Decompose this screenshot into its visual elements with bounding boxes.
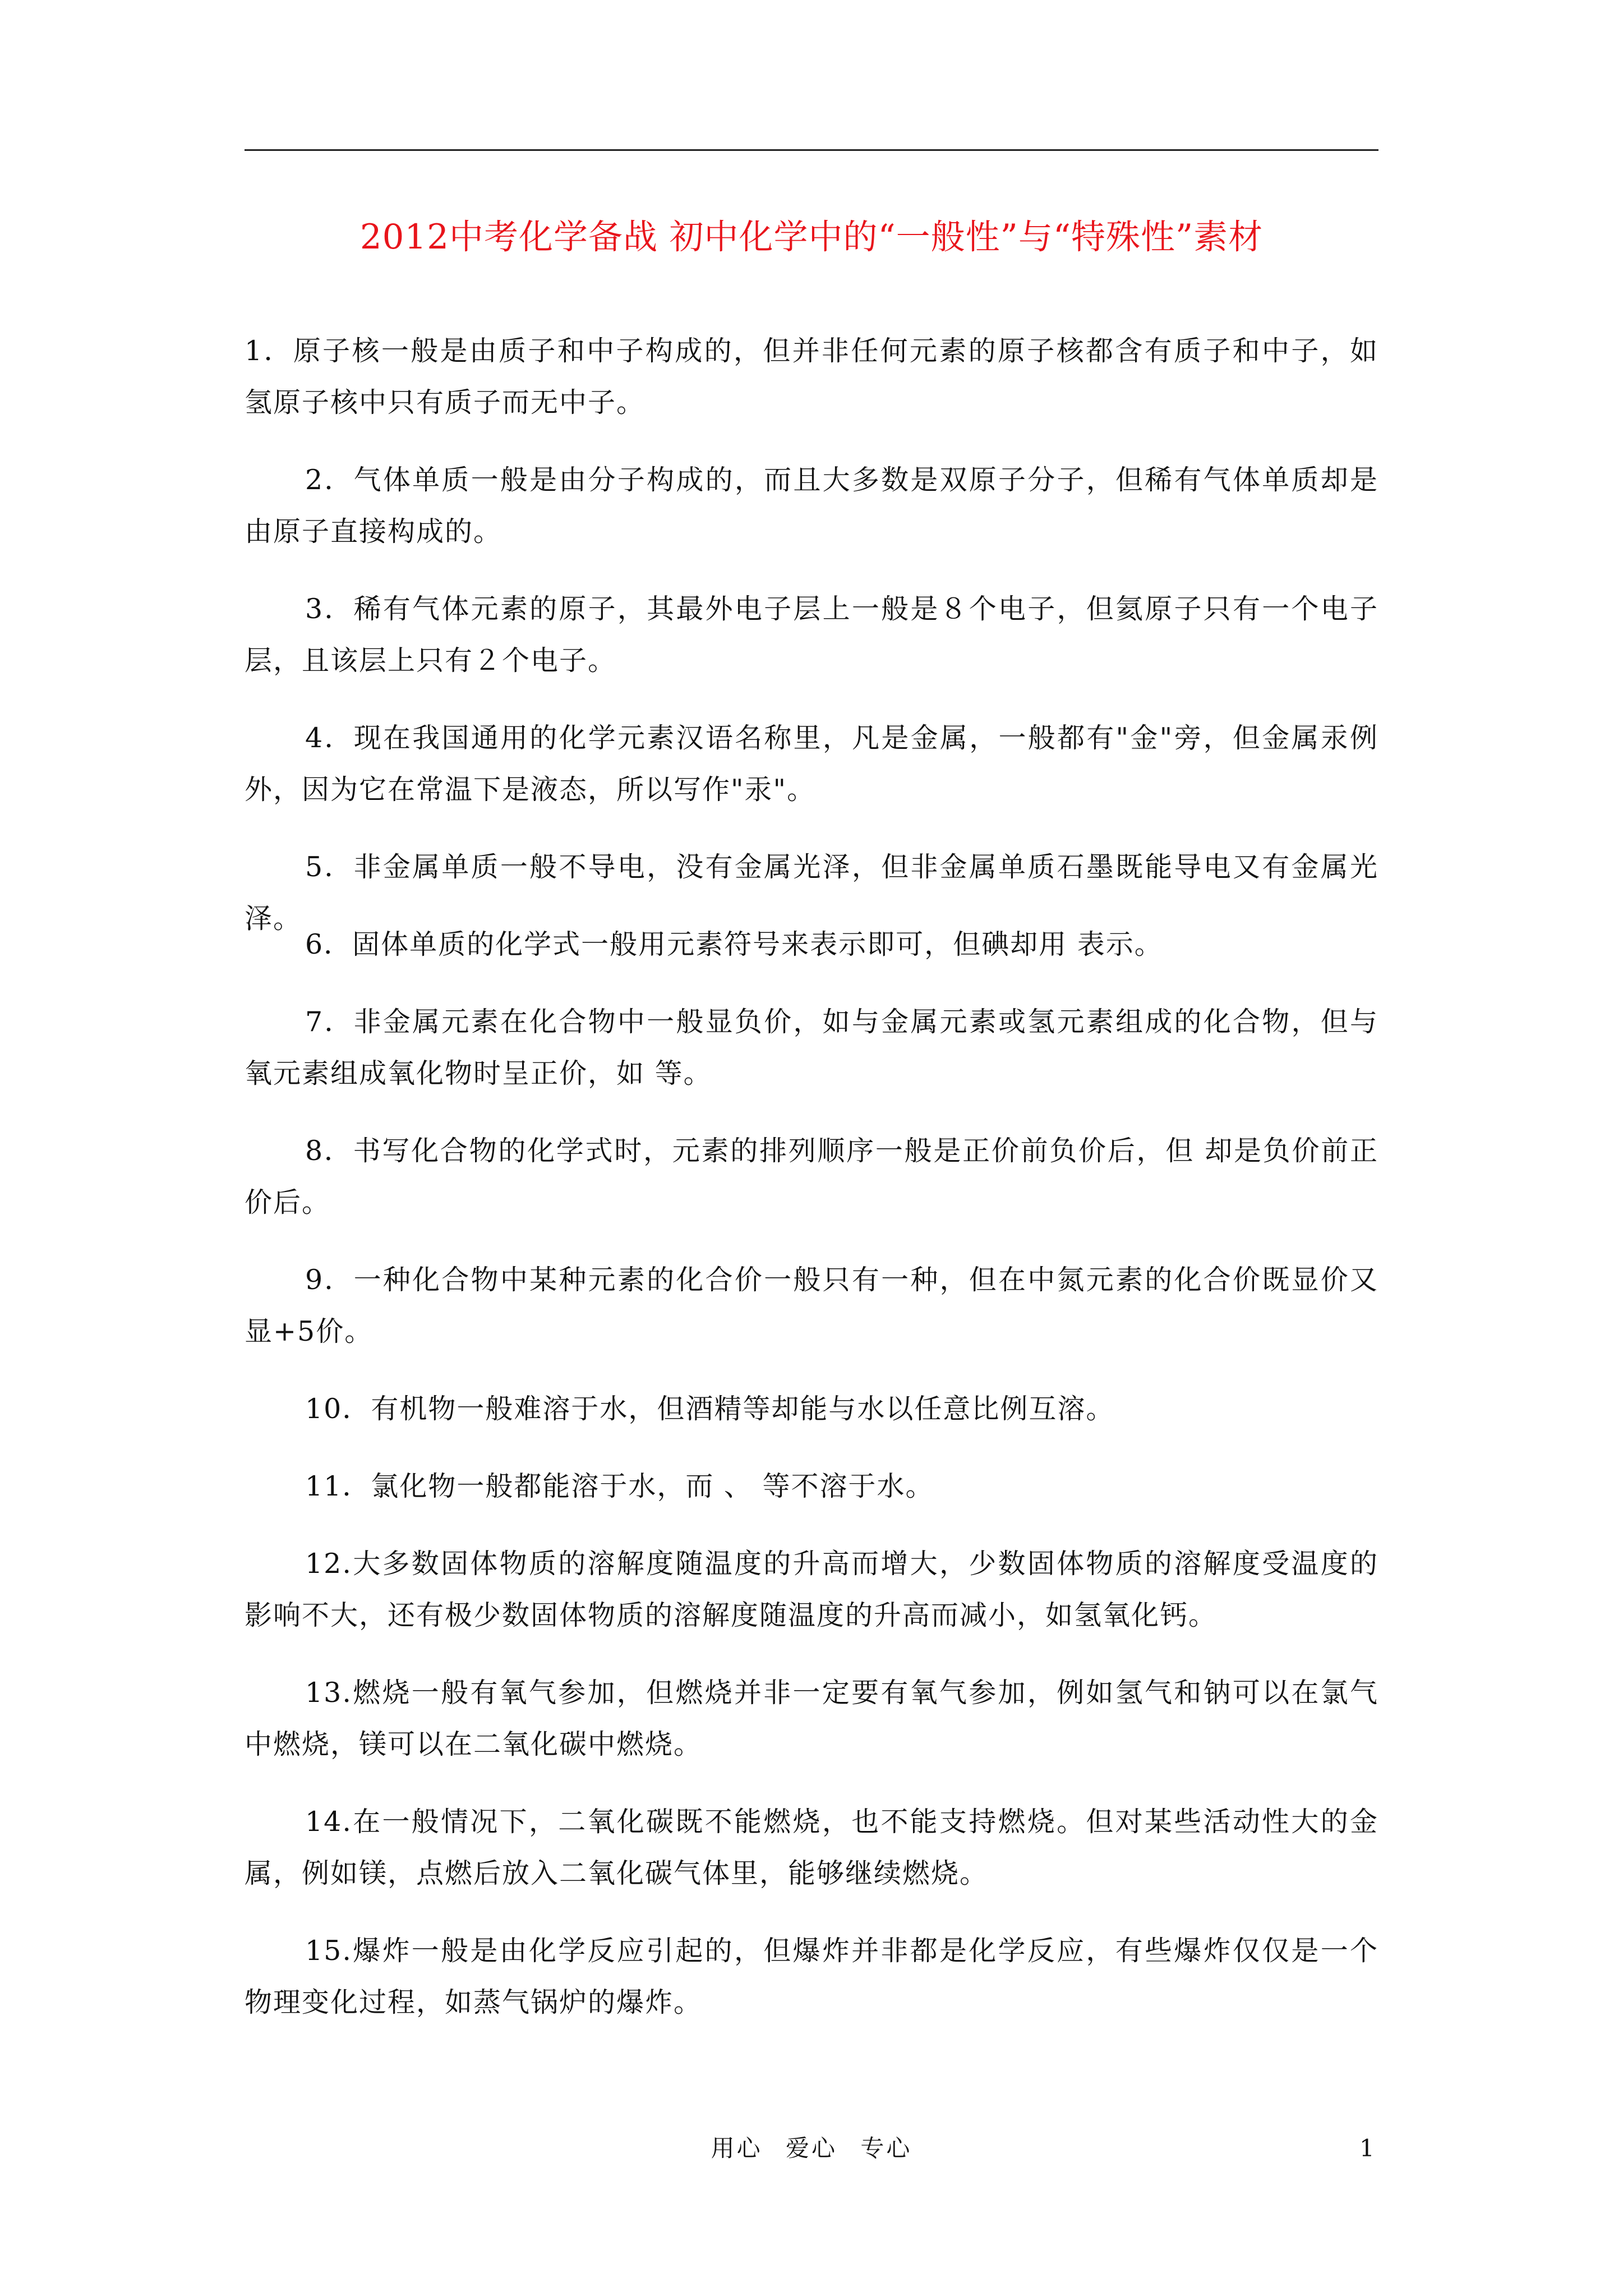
paragraph-4: 4．现在我国通用的化学元素汉语名称里，凡是金属，一般都有"金"旁，但金属汞例外，因为它在常温下是液态，所以写作"汞"。 [245,722,1378,806]
document-title: 2012中考化学备战 初中化学中的“一般性”与“特殊性”素材 [359,217,1264,257]
paragraph-8: 8．书写化合物的化学式时，元素的排列顺序一般是正价前负价后，但 却是负价前正价后。 [245,1135,1378,1218]
paragraph-9: 9．一种化合物中某种元素的化合价一般只有一种，但在中氮元素的化合价既显价又显+5价。 [245,1264,1378,1347]
paragraph-7: 7．非金属元素在化合物中一般显负价，如与金属元素或氢元素组成的化合物，但与氧元素组成氧化物时呈正价，如 等。 [245,1006,1378,1089]
paragraph-2: 2．气体单质一般是由分子构成的，而且大多数是双原子分子，但稀有气体单质却是由原子直接构成的。 [245,464,1378,547]
paragraph-13: 13.燃烧一般有氧气参加，但燃烧并非一定要有氧气参加，例如氢气和钠可以在氯气中燃烧，镁可以在二氧化碳中燃烧。 [245,1677,1378,1760]
paragraph-3: 3．稀有气体元素的原子，其最外电子层上一般是８个电子，但氦原子只有一个电子层，且该层上只有２个电子。 [245,593,1378,677]
paragraph-11: 11．氯化物一般都能溶于水，而 、 等不溶于水。 [305,1470,934,1502]
header-rule [245,149,1378,151]
paragraph-1: 1．原子核一般是由质子和中子构成的，但并非任何元素的原子核都含有质子和中子，如氢原子核中只有质子而无中子。 [245,335,1378,418]
paragraph-15: 15.爆炸一般是由化学反应引起的，但爆炸并非都是化学反应，有些爆炸仅仅是一个物理变化过程，如蒸气锅炉的爆炸。 [245,1935,1378,2018]
page-number: 1 [1359,2134,1375,2162]
paragraph-10: 10．有机物一般难溶于水，但酒精等却能与水以任意比例互溶。 [305,1393,1115,1425]
paragraph-6: 6．固体单质的化学式一般用元素符号来表示即可，但碘却用 表示。 [305,928,1163,960]
paragraph-12: 12.大多数固体物质的溶解度随温度的升高而增大，少数固体物质的溶解度受温度的影响不大，还有极少数固体物质的溶解度随温度的升高而减小，如氢氧化钙。 [245,1548,1378,1631]
paragraph-5: 5．非金属单质一般不导电，没有金属光泽，但非金属单质石墨既能导电又有金属光泽。 [245,851,1378,935]
footer-motto: 用心 爱心 专心 [711,2134,912,2162]
paragraph-14: 14.在一般情况下，二氧化碳既不能燃烧，也不能支持燃烧。但对某些活动性大的金属，例如镁，点燃后放入二氧化碳气体里，能够继续燃烧。 [245,1806,1378,1889]
